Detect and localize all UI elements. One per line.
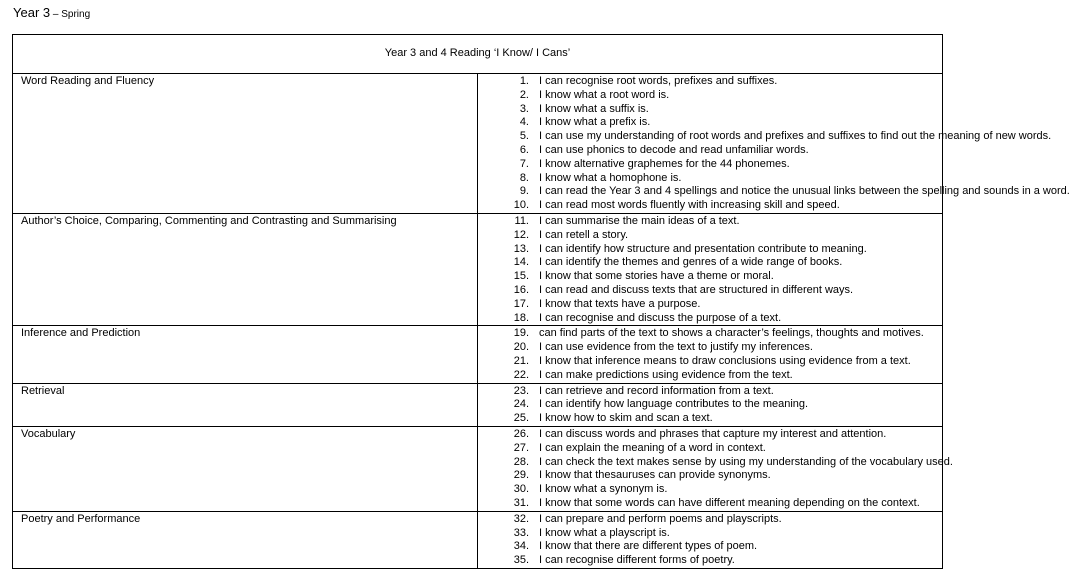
item-text: I know what a suffix is.	[539, 102, 649, 115]
section-row	[13, 213, 943, 325]
item-text: can find parts of the text to shows a character’s feelings, thoughts and motives.	[539, 327, 924, 340]
list-item	[478, 385, 942, 399]
item-text: I can recognise root words, prefixes and suffixes.	[539, 75, 778, 87]
item-number: 16.	[513, 283, 529, 296]
list-item	[478, 527, 942, 541]
list-item	[478, 284, 942, 298]
list-item	[478, 341, 942, 355]
item-number: 23.	[513, 384, 529, 397]
item-number: 8.	[519, 171, 529, 184]
category-cell: Vocabulary	[13, 426, 478, 511]
item-number: 14.	[513, 256, 529, 269]
category-cell: Poetry and Performance	[13, 511, 478, 568]
item-text: I can read the Year 3 and 4 spellings and notice the unusual links between the spelling and sounds in a word.	[539, 185, 1070, 198]
list-item	[478, 455, 953, 470]
item-number: 4.	[519, 116, 529, 129]
item-number: 30.	[513, 483, 529, 496]
list-item	[478, 497, 942, 511]
item-number: 5.	[519, 130, 529, 143]
list-item	[478, 270, 942, 284]
list-item	[478, 355, 942, 369]
list-item	[478, 199, 942, 213]
item-number: 11.	[514, 214, 529, 227]
table-title: Year 3 and 4 Reading ‘I Know/ I Cans’	[13, 35, 943, 74]
category-cell: Word Reading and Fluency	[13, 74, 478, 214]
list-item	[478, 428, 942, 442]
item-text: I know what a synonym is.	[539, 483, 668, 496]
item-number: 33.	[513, 526, 529, 539]
items-cell	[478, 326, 943, 383]
list-item	[478, 312, 942, 326]
item-text: I can recognise and discuss the purpose of a text.	[539, 311, 782, 324]
list-item	[478, 469, 942, 483]
title-row	[13, 35, 943, 74]
list-item	[478, 398, 942, 412]
list-item	[478, 513, 942, 527]
item-text: I know that there are different types of poem.	[539, 540, 758, 553]
items-cell	[478, 213, 943, 325]
item-text: I can retell a story.	[539, 228, 629, 241]
item-text: I can use evidence from the text to justify my inferences.	[539, 341, 813, 354]
item-text: I know that texts have a purpose.	[539, 297, 701, 310]
item-text: I can use my understanding of root words and prefixes and suffixes to find out the meaning of new words.	[539, 130, 1052, 143]
items-cell	[478, 74, 1070, 214]
item-text: I can summarise the main ideas of a text.	[539, 214, 740, 227]
list-item	[478, 116, 942, 130]
item-number: 19.	[513, 327, 529, 340]
list-item	[478, 229, 942, 243]
list-item	[478, 158, 942, 172]
list-item	[478, 256, 942, 270]
section-row	[13, 326, 943, 383]
item-text: I know what a root word is.	[539, 88, 670, 101]
category-cell: Retrieval	[13, 383, 478, 426]
item-text: I can identify how structure and presentation contribute to meaning.	[539, 242, 867, 255]
item-text: I know alternative graphemes for the 44 phonemes.	[539, 157, 790, 170]
item-number: 17.	[513, 297, 529, 310]
list-item	[478, 442, 942, 456]
section-row	[13, 383, 943, 426]
item-text: I know how to skim and scan a text.	[539, 412, 713, 425]
items-cell	[478, 511, 943, 568]
item-number: 6.	[519, 143, 529, 156]
item-number: 27.	[513, 441, 529, 454]
list-item	[478, 215, 942, 229]
year-label: Year 3	[13, 5, 51, 20]
item-text: I can identify the themes and genres of a wide range of books.	[539, 256, 843, 269]
header-dash: –	[50, 9, 62, 20]
item-number: 15.	[513, 270, 529, 283]
item-number: 28.	[513, 455, 529, 468]
item-text: I can make predictions using evidence from the text.	[539, 368, 793, 381]
item-text: I know that thesauruses can provide synonyms.	[539, 469, 771, 482]
item-number: 1.	[519, 75, 529, 87]
item-text: I can retrieve and record information from a text.	[539, 384, 774, 397]
section-row	[13, 511, 943, 568]
item-number: 31.	[513, 496, 529, 509]
item-text: I know that inference means to draw conclusions using evidence from a text.	[539, 354, 911, 367]
list-item	[478, 412, 942, 426]
item-number: 29.	[513, 469, 529, 482]
list-item	[478, 103, 942, 117]
item-text: I know what a playscript is.	[539, 526, 670, 539]
item-text: I know what a prefix is.	[539, 116, 651, 129]
item-number: 10.	[513, 199, 529, 212]
item-number: 26.	[513, 427, 529, 440]
item-text: I can use phonics to decode and read unfamiliar words.	[539, 143, 809, 156]
item-number: 24.	[513, 398, 529, 411]
item-number: 22.	[513, 368, 529, 381]
category-cell: Inference and Prediction	[13, 326, 478, 383]
item-number: 2.	[519, 88, 529, 101]
item-text: I know that some words can have different meaning depending on the context.	[539, 496, 920, 509]
reading-table	[12, 34, 1070, 569]
items-cell	[478, 426, 953, 511]
item-text: I know what a homophone is.	[539, 171, 682, 184]
list-item	[478, 327, 942, 341]
list-item	[478, 89, 942, 103]
item-text: I know that some stories have a theme or moral.	[539, 270, 774, 283]
item-text: I can recognise different forms of poetry.	[539, 554, 735, 567]
item-number: 35.	[513, 554, 529, 567]
item-text: I can read and discuss texts that are structured in different ways.	[539, 283, 854, 296]
item-number: 9.	[519, 185, 529, 198]
list-item	[478, 369, 942, 383]
list-item	[478, 172, 942, 186]
category-cell: Author’s Choice, Comparing, Commenting and Contrasting and Summarising	[13, 213, 478, 325]
item-number: 18.	[513, 311, 529, 324]
item-number: 12.	[513, 228, 529, 241]
item-number: 34.	[513, 540, 529, 553]
list-item	[478, 75, 942, 89]
list-item	[478, 144, 942, 158]
list-item	[478, 554, 942, 568]
item-text: I can explain the meaning of a word in context.	[539, 441, 766, 454]
section-row	[13, 74, 943, 214]
item-number: 3.	[519, 102, 529, 115]
item-number: 7.	[519, 157, 529, 170]
document-header	[13, 5, 90, 20]
item-text: I can prepare and perform poems and playscripts.	[539, 512, 782, 525]
item-number: 13.	[513, 242, 529, 255]
season-label: Spring	[61, 9, 91, 20]
items-cell	[478, 383, 943, 426]
list-item	[478, 243, 942, 257]
list-item	[478, 540, 942, 554]
list-item	[478, 298, 942, 312]
item-number: 21.	[513, 354, 529, 367]
item-text: I can check the text makes sense by using my understanding of the vocabulary used.	[539, 455, 953, 468]
list-item	[478, 185, 1070, 199]
item-number: 25.	[513, 412, 529, 425]
list-item	[478, 130, 1052, 144]
item-number: 20.	[513, 341, 529, 354]
item-number: 32.	[513, 512, 529, 525]
list-item	[478, 483, 942, 497]
item-text: I can read most words fluently with increasing skill and speed.	[539, 199, 840, 212]
item-text: I can identify how language contributes to the meaning.	[539, 398, 809, 411]
item-text: I can discuss words and phrases that capture my interest and attention.	[539, 427, 887, 440]
section-row	[13, 426, 943, 511]
